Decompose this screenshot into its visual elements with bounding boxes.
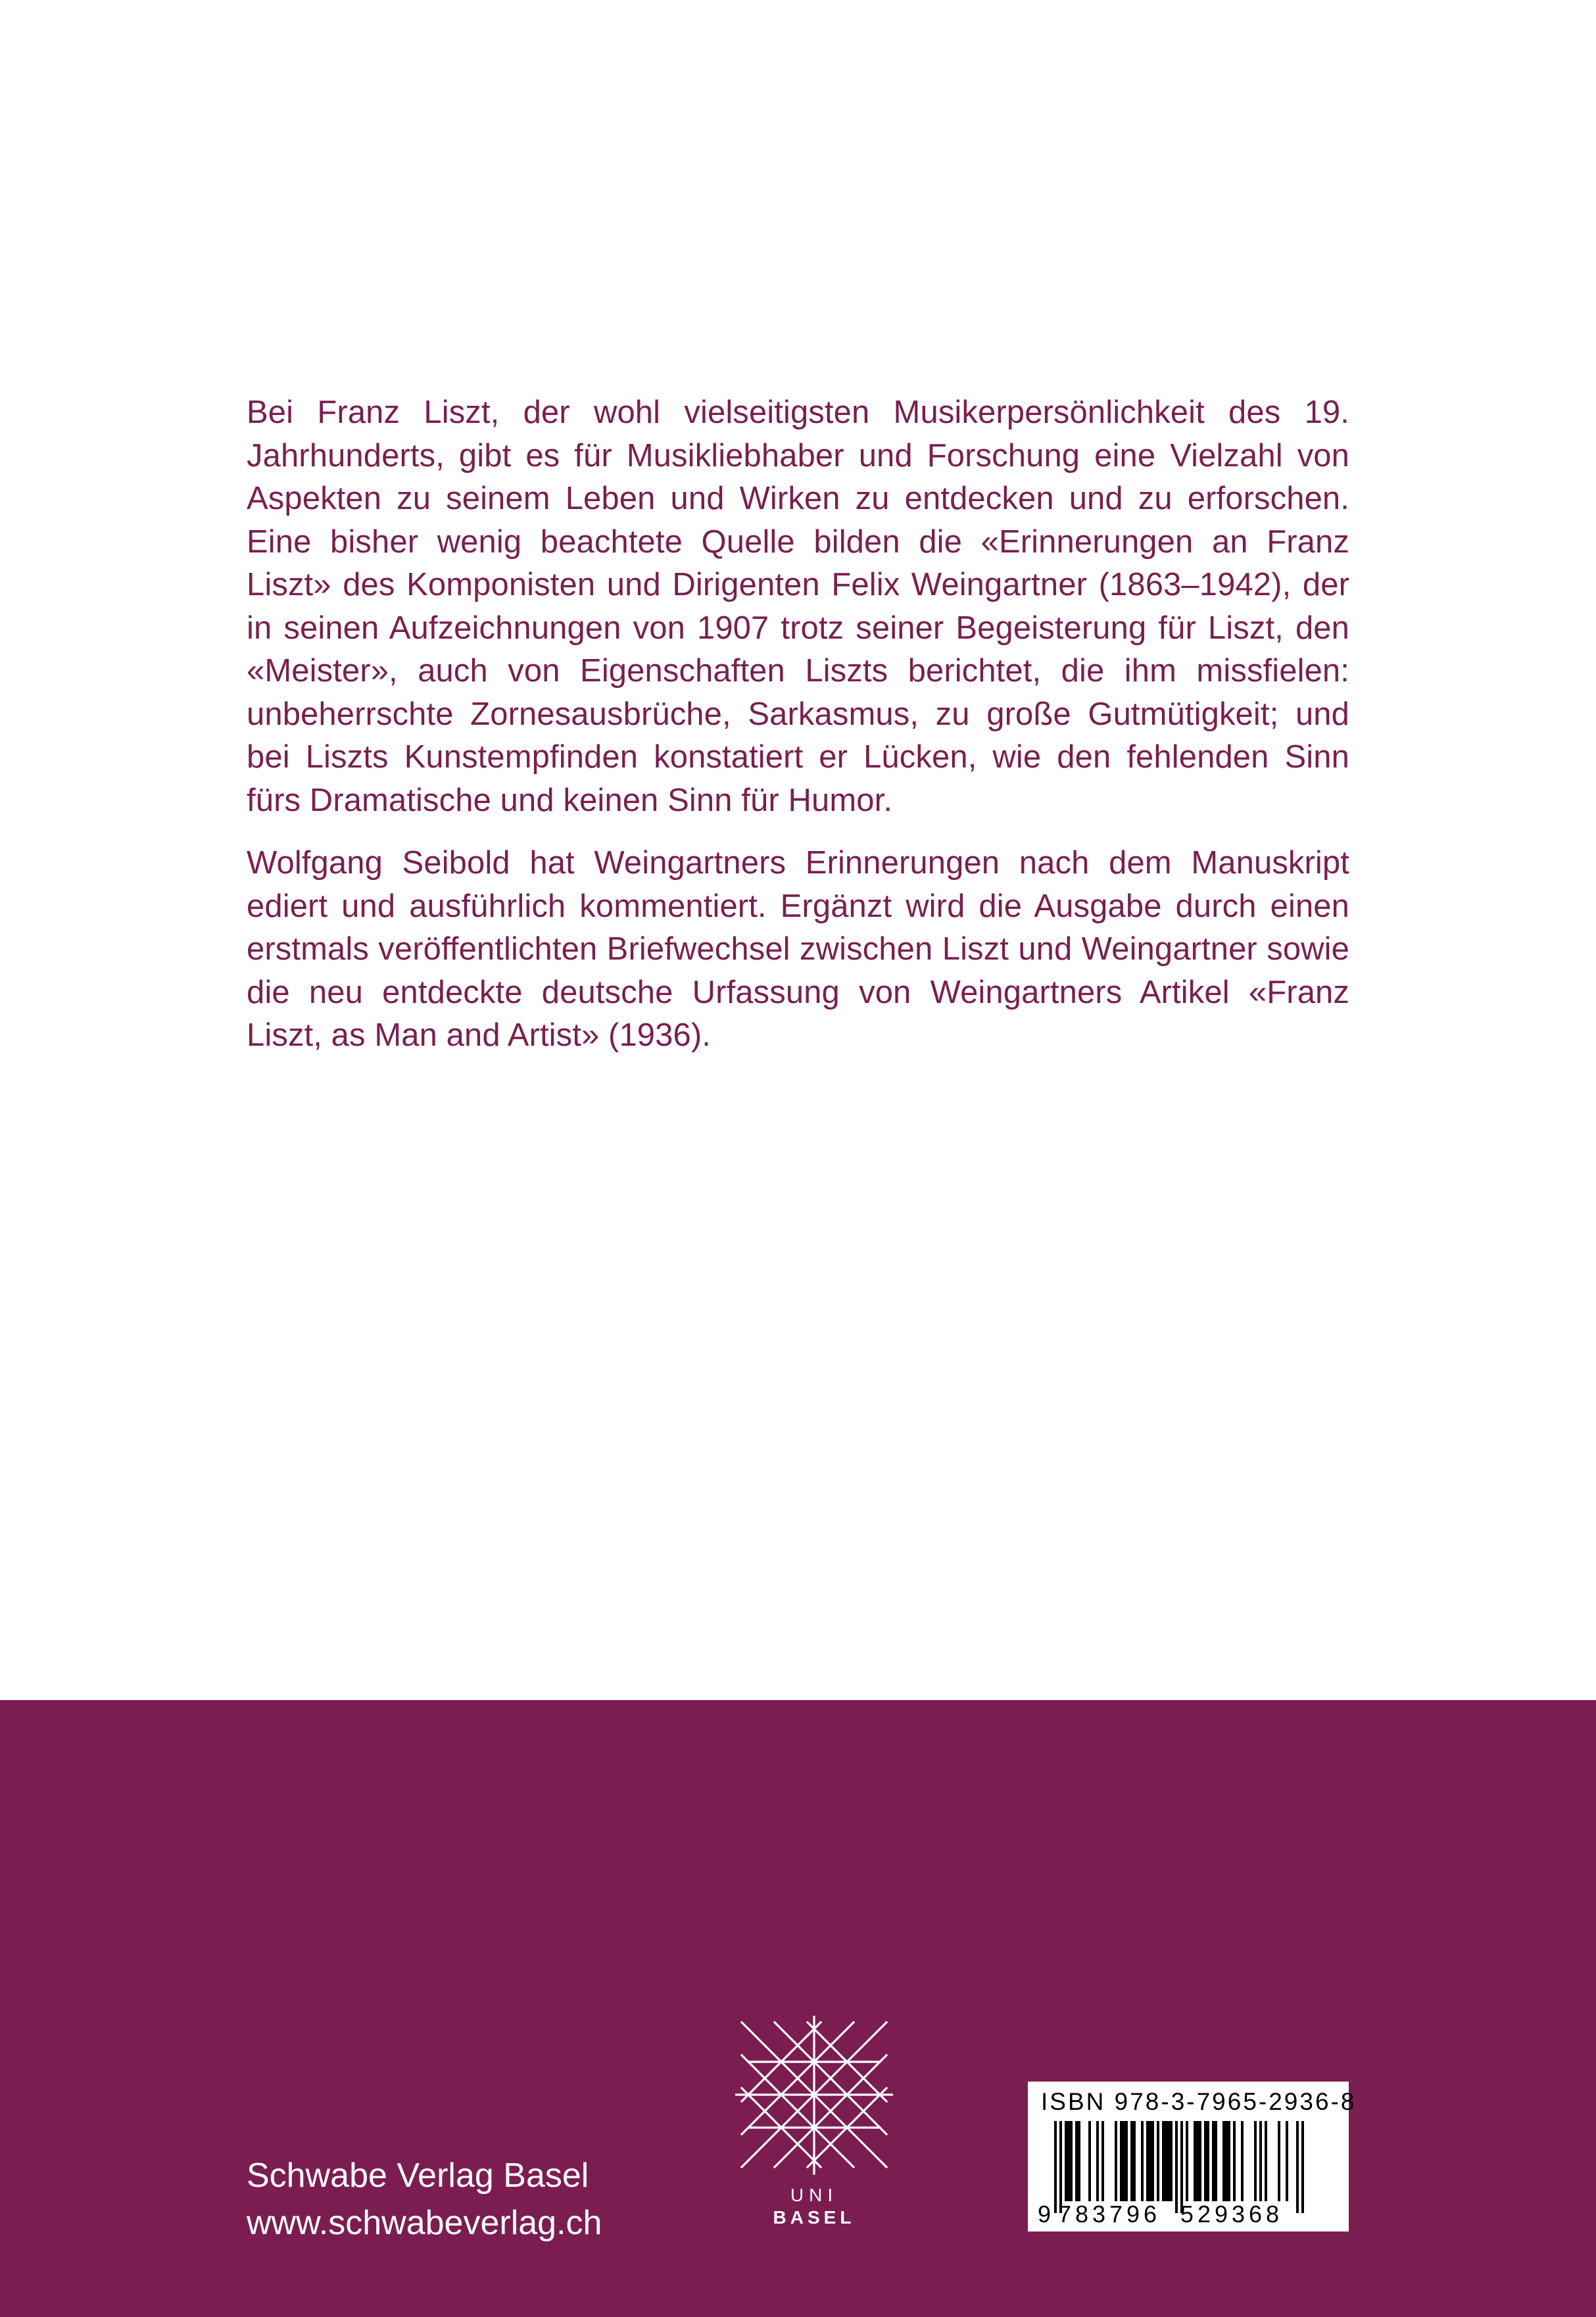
- barcode-bar: [1215, 2121, 1217, 2201]
- blurb-paragraph-2: Wolfgang Seibold hat Weingartners Erinnerungen nach dem Manuskript ediert und ausführlich kommentiert. Ergänzt wird die Ausgabe durch einen erstmals veröffentlichten Briefwechsel zwischen Liszt und Weingartner sowie die neu entdeckte deutsche Urfassung von Weingartners Artikel «Franz Liszt, as Man and Artist» (1936).: [247, 845, 1349, 1053]
- barcode-bar: [1286, 2121, 1288, 2201]
- barcode-bar: [1296, 2121, 1299, 2213]
- barcode-bar: [1059, 2121, 1062, 2213]
- barcode-bar: [1278, 2121, 1280, 2201]
- barcode-bar: [1204, 2121, 1207, 2201]
- barcode-bar: [1101, 2121, 1104, 2201]
- publisher-info: [247, 2152, 602, 2247]
- barcode-bar: [1123, 2121, 1125, 2201]
- barcode-bar: [1120, 2121, 1123, 2201]
- barcode-bar: [1265, 2121, 1267, 2201]
- barcode-bar: [1130, 2121, 1133, 2201]
- barcode-bar: [1222, 2121, 1225, 2201]
- barcode-bar: [1146, 2121, 1149, 2201]
- barcode-bar: [1228, 2121, 1230, 2201]
- barcode-bars: [1054, 2121, 1304, 2213]
- barcode-bar: [1067, 2121, 1070, 2201]
- logo-line-1: UNI: [790, 2185, 838, 2205]
- blurb-text: [247, 391, 1349, 1058]
- isbn-barcode-box: [1028, 2082, 1357, 2232]
- barcode-bar: [1241, 2121, 1244, 2201]
- logo-line-2: BASEL: [773, 2207, 856, 2226]
- barcode-bar: [1151, 2121, 1154, 2201]
- barcode-bar: [1254, 2121, 1257, 2201]
- barcode-bar: [1212, 2121, 1215, 2201]
- barcode-bar: [1141, 2121, 1144, 2201]
- barcode-bar: [1233, 2121, 1236, 2201]
- barcode-bar: [1194, 2121, 1196, 2201]
- blurb-paragraph-1: Bei Franz Liszt, der wohl vielseitigsten Musikerpersönlichkeit des 19. Jahrhunderts, gibt es für Musikliebhaber und Forschung eine Vielzahl von Aspekten zu seinem Leben und Wirken zu entdecken und zu erforschen. Eine bisher wenig beachtete Quelle bilden die «Erinnerungen an Franz Liszt» des Komponisten und Dirigenten Felix Weingartner (1863–1942), der in seinen Aufzeichnungen von 1907 trotz seiner Begeisterung für Liszt, den «Meister», auch von Eigenschaften Liszts berichtet, die ihm missfielen: unbeherrschte Zornesausbrüche, Sarkasmus, zu große Gutmütigkeit; und bei Liszts Kunstempfinden konstatiert er Lücken, wie den fehlenden Sinn fürs Dramatische und keinen Sinn für Humor.: [247, 395, 1349, 818]
- barcode-bar: [1186, 2121, 1188, 2201]
- barcode-first-digit: 9: [1038, 2201, 1052, 2228]
- barcode-bar: [1054, 2121, 1057, 2213]
- publisher-website: www.schwabeverlag.ch: [247, 2204, 602, 2242]
- barcode-bar: [1070, 2121, 1073, 2201]
- barcode-bar: [1180, 2121, 1183, 2213]
- publisher-name: Schwabe Verlag Basel: [247, 2157, 589, 2195]
- barcode-bar: [1133, 2121, 1136, 2201]
- barcode-bar: [1125, 2121, 1128, 2201]
- barcode-bar: [1225, 2121, 1228, 2201]
- barcode-bar: [1167, 2121, 1170, 2201]
- isbn-label: ISBN 978-3-7965-2936-8: [1041, 2088, 1357, 2115]
- barcode-right-digits: 529368: [1180, 2201, 1284, 2228]
- barcode-bar: [1259, 2121, 1262, 2201]
- barcode-bar: [1088, 2121, 1091, 2201]
- barcode-bar: [1175, 2121, 1178, 2213]
- barcode-left-digits: 783796: [1057, 2201, 1161, 2228]
- barcode-bar: [1096, 2121, 1099, 2201]
- barcode: [1028, 2082, 1349, 2232]
- barcode-bar: [1301, 2121, 1304, 2213]
- uni-basel-knot-icon: [735, 2016, 893, 2226]
- barcode-bar: [1115, 2121, 1117, 2201]
- barcode-bar: [1196, 2121, 1199, 2201]
- barcode-bar: [1157, 2121, 1159, 2201]
- barcode-bar: [1065, 2121, 1067, 2201]
- barcode-bar: [1162, 2121, 1165, 2201]
- barcode-bar: [1165, 2121, 1167, 2201]
- barcode-bar: [1170, 2121, 1173, 2201]
- uni-basel-logo: [735, 2016, 893, 2226]
- barcode-bar: [1149, 2121, 1151, 2201]
- barcode-bar: [1075, 2121, 1078, 2201]
- barcode-bar: [1199, 2121, 1201, 2201]
- barcode-bar: [1078, 2121, 1080, 2201]
- barcode-bar: [1207, 2121, 1209, 2201]
